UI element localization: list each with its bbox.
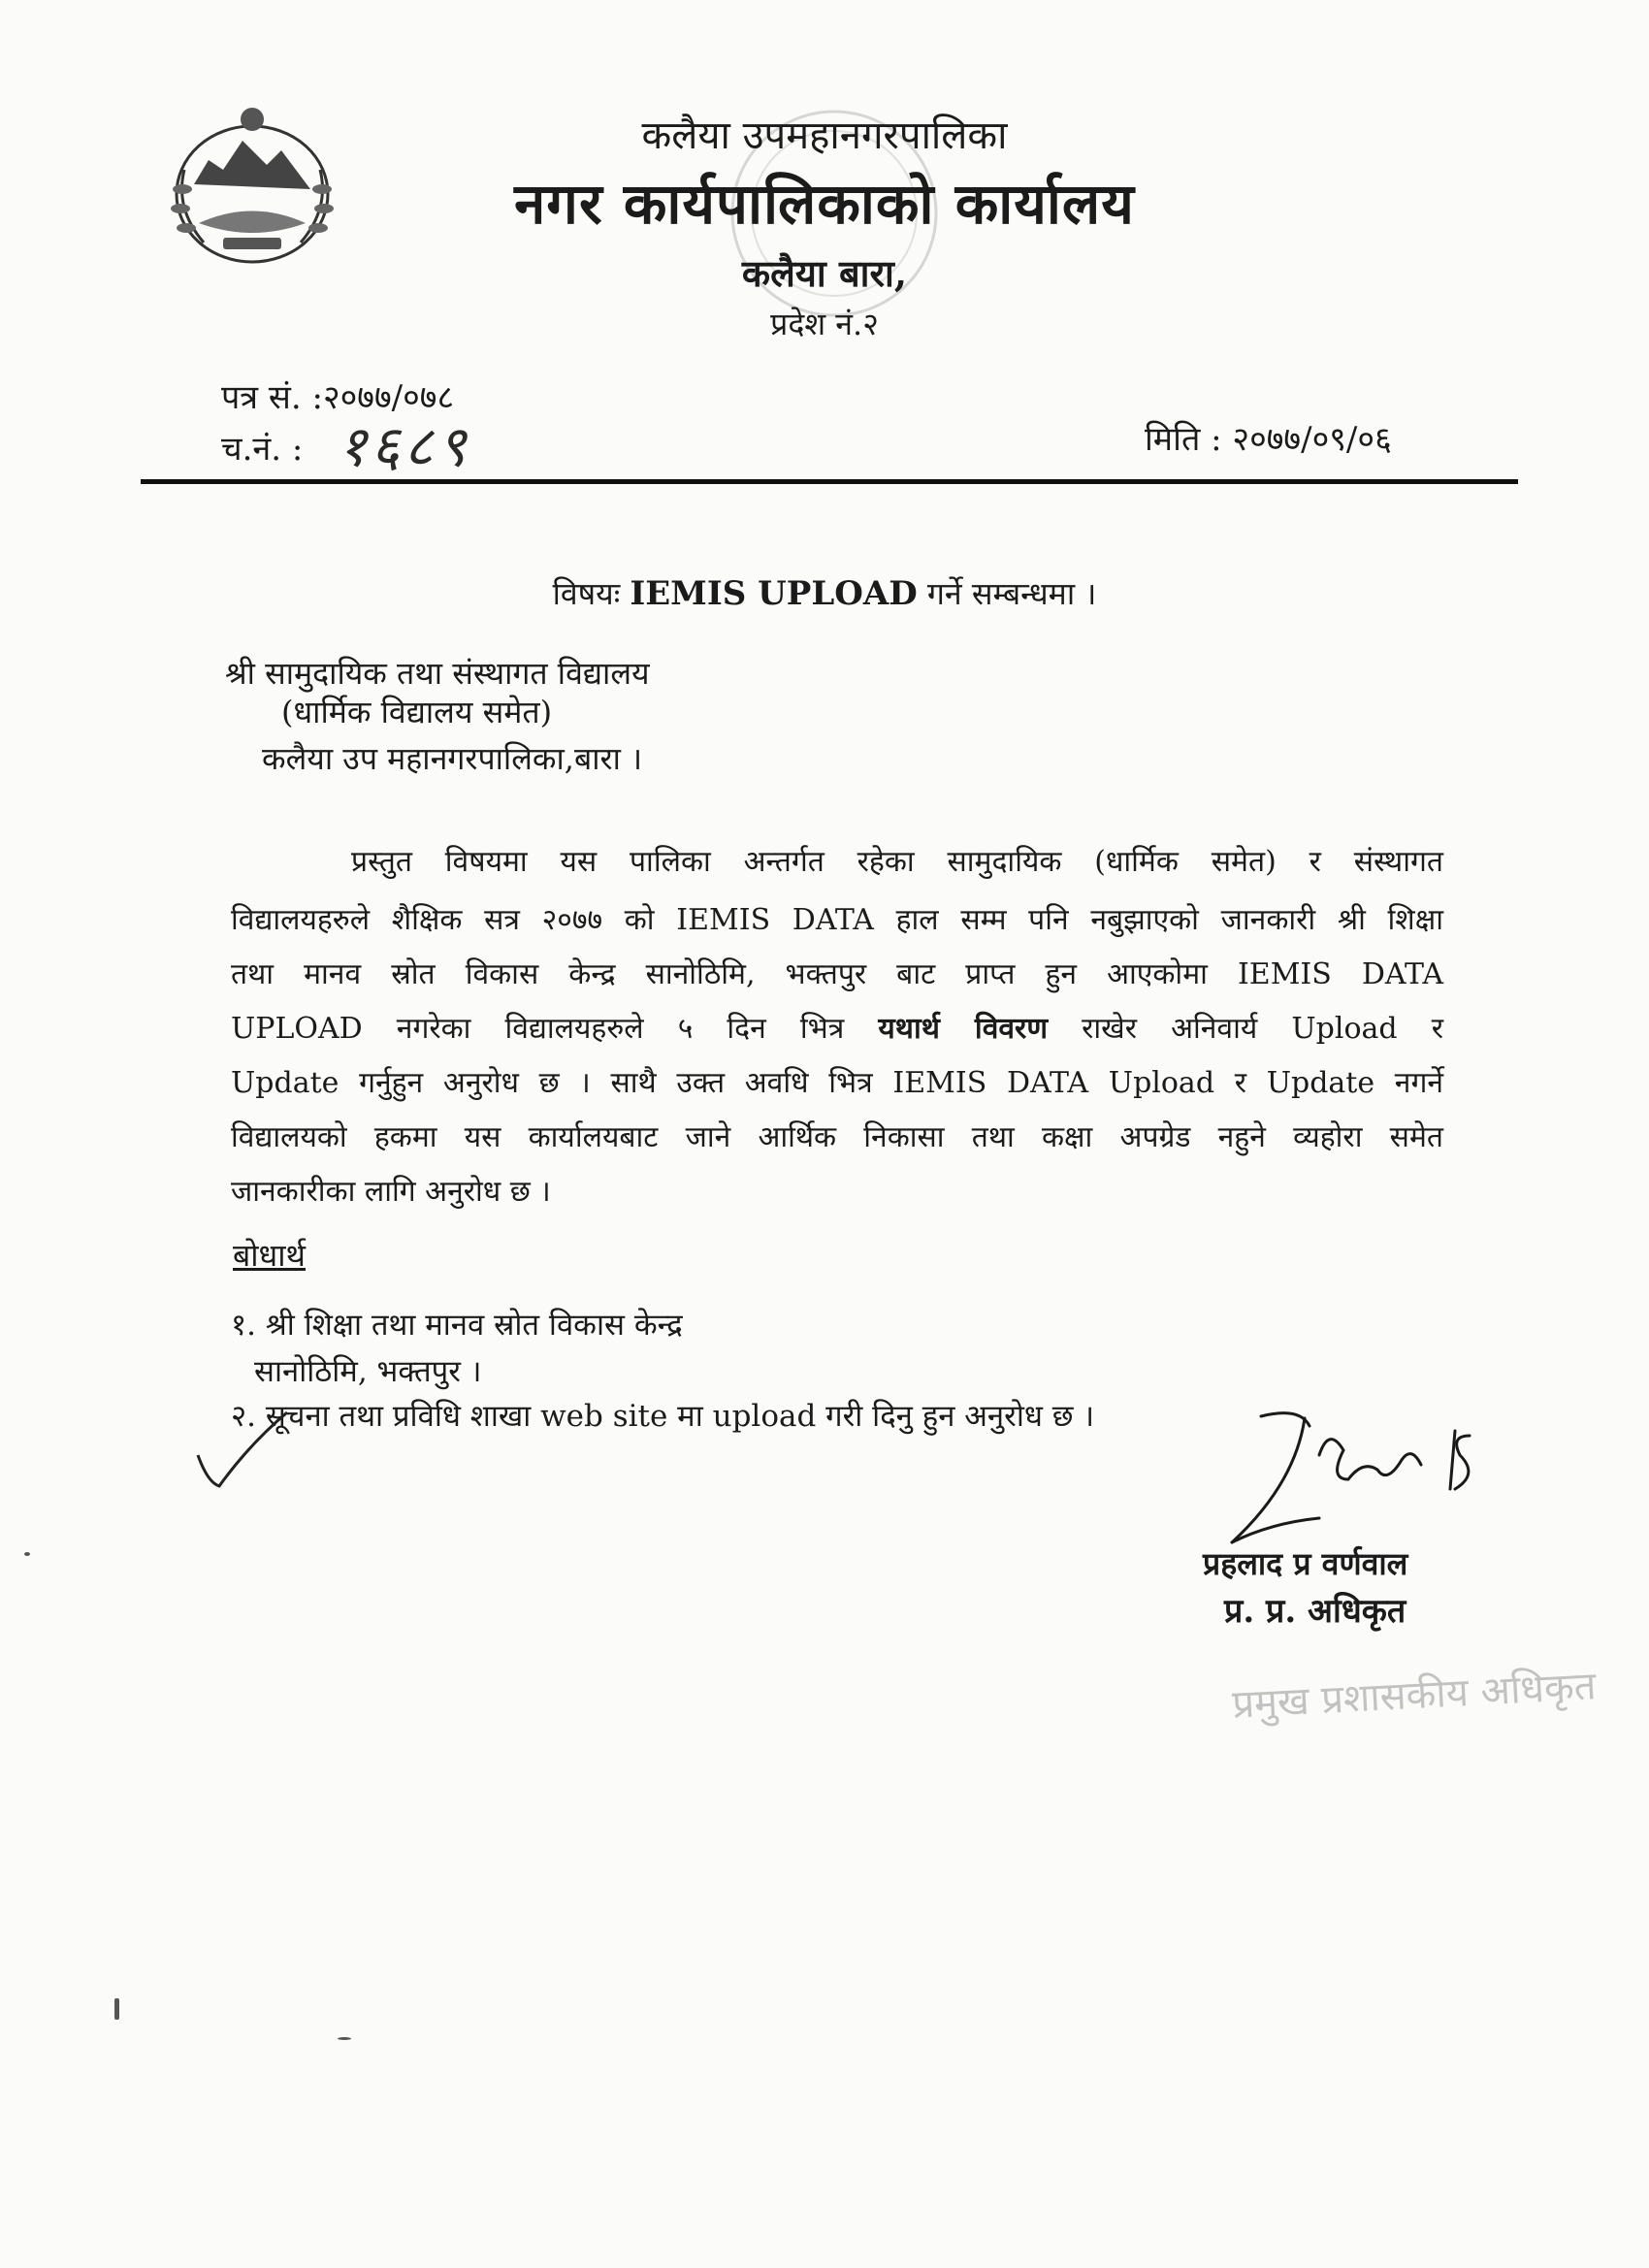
body-line-5: Update गर्नुहुन अनुरोध छ । साथै उक्त अवधि भित्र IEMIS DATA Upload र Update नगर्ने xyxy=(231,1066,1443,1100)
dispatch-number-label: च.नं. : xyxy=(221,430,304,469)
subject-line xyxy=(0,572,1649,614)
faint-designation-stamp: प्रमुख प्रशासकीय अधिकृत xyxy=(1231,1664,1598,1728)
dispatch-number-handwritten: १६८९ xyxy=(338,413,470,479)
cc-item-2: २. सूचना तथा प्रविधि शाखा web site मा upload गरी दिनु हुन अनुरोध छ । xyxy=(231,1399,1095,1434)
addressee-line-1: श्री सामुदायिक तथा संस्थागत विद्यालय xyxy=(225,655,650,692)
office-name: नगर कार्यपालिकाको कार्यालय xyxy=(514,171,1135,237)
body-line-7: जानकारीका लागि अनुरोध छ । xyxy=(231,1175,551,1209)
cc-item-1: १. श्री शिक्षा तथा मानव स्रोत विकास केन्द्र xyxy=(231,1308,683,1343)
body-line-4 xyxy=(231,1007,1443,1047)
subject-prefix: विषयः xyxy=(552,575,621,612)
signer-name: प्रहलाद प्र वर्णवाल xyxy=(1203,1545,1408,1582)
header-divider xyxy=(141,479,1518,484)
signature-icon xyxy=(1203,1397,1494,1562)
office-place: कलैया बारा, xyxy=(741,251,908,295)
body-line-2: विद्यालयहरुले शैक्षिक सत्र २०७७ को IEMIS DATA हाल सम्म पनि नबुझाएको जानकारी श्री शिक्षा xyxy=(231,903,1443,937)
subject-suffix: गर्ने सम्बन्धमा । xyxy=(926,575,1097,612)
municipality-name: कलैया उपमहानगरपालिका xyxy=(641,113,1008,158)
handwritten-tick-icon xyxy=(190,1407,297,1494)
body-line-4-a: UPLOAD नगरेका विद्यालयहरुले ५ दिन भित्र xyxy=(231,1012,845,1046)
cc-item-1-address: सानोठिमि, भक्तपुर । xyxy=(254,1354,482,1389)
addressee-line-2: (धार्मिक विद्यालय समेत) xyxy=(281,694,553,730)
body-line-4-bold: यथार्थ विवरण xyxy=(878,1012,1049,1046)
scan-speck xyxy=(24,1552,30,1556)
cc-heading: बोधार्थ xyxy=(233,1237,306,1274)
letter-date: मिति : २०७७/०९/०६ xyxy=(1145,420,1392,459)
body-line-6: विद्यालयको हकमा यस कार्यालयबाट जाने आर्थिक निकासा तथा कक्षा अपग्रेड नहुने व्यहोरा समेत xyxy=(231,1120,1443,1154)
subject-bold: IEMIS UPLOAD xyxy=(630,574,918,613)
signer-title: प्र. प्र. अधिकृत xyxy=(1224,1592,1406,1631)
addressee-line-3: कलैया उप महानगरपालिका,बारा । xyxy=(262,740,643,777)
scan-speck xyxy=(114,1998,119,2020)
body-line-3: तथा मानव स्रोत विकास केन्द्र सानोठिमि, भक्तपुर बाट प्राप्त हुन आएकोमा IEMIS DATA xyxy=(231,957,1443,991)
letter-number: पत्र सं. :२०७७/०७८ xyxy=(221,378,455,417)
body-line-4-b: राखेर अनिवार्य Upload र xyxy=(1082,1012,1443,1046)
scan-speck xyxy=(338,2037,351,2040)
office-province: प्रदेश नं.२ xyxy=(770,306,879,342)
body-line-1: प्रस्तुत विषयमा यस पालिका अन्तर्गत रहेका सामुदायिक (धार्मिक समेत) र संस्थागत xyxy=(351,845,1443,879)
